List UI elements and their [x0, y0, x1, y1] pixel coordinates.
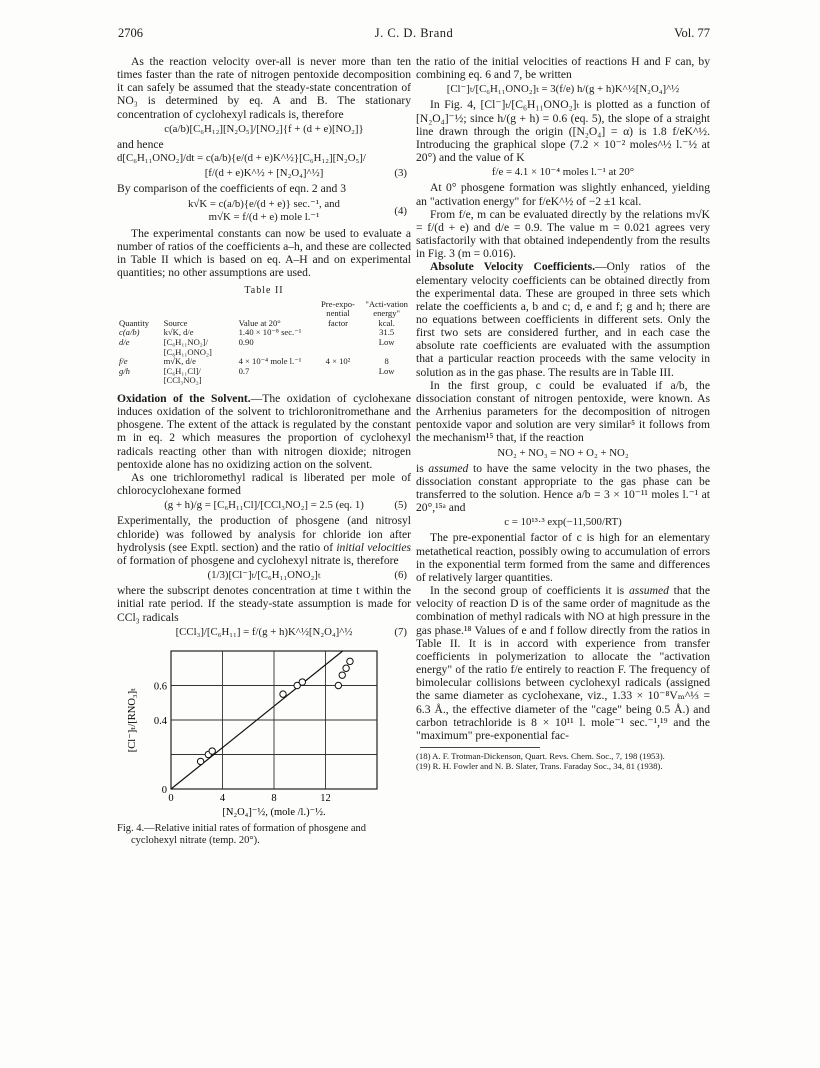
equation-number: (4): [394, 204, 407, 217]
table-cell: g/h: [119, 365, 130, 376]
data-point: [339, 672, 345, 678]
data-point: [343, 665, 349, 671]
data-point: [280, 691, 286, 697]
paragraph: [416, 462, 710, 515]
paragraph-text: that the velocity of reaction D is of the same order of magnitude as the combination of methyl radicals with NO at high pressure in the gas phase.¹⁸ Values of e and f follow directly from the ratios in Table II. It is in accord with experience from transfer coefficients in polymerization to allocate the "activation energy" of the ratio f/e entirely to reaction F. The frequency of bimolecular collisions between cyclohexyl radicals (assigned the same diameter as cyclohexane, viz., 1.33 × 10⁻⁸Vₘ^⅓ = 6.3 Å., the effective diameter of the "cage" being 0.5 Å.) and carbon tetrachloride is 8 × 10¹¹ l. mole⁻¹ sec.⁻¹,¹⁹ and the "maximum" pre-exponential fac-: [416, 584, 710, 742]
italic-text: assumed: [428, 461, 469, 475]
x-tick-label: 12: [320, 792, 331, 804]
paragraph: where the subscript denotes concentration at time t within the initial rate period. If the steady-state assumption is made for CCl₃ radicals: [117, 584, 411, 624]
equation: NO₂ + NO₃ = NO + O₂ + NO₂: [497, 446, 629, 459]
table-header: Source: [163, 317, 188, 328]
equation-text: [f/(d + e)K^½ + [N₂O₄]^½]: [204, 167, 324, 180]
paragraph-text: Experimentally, the production of phosgene (and nitrosyl chloride) was followed by analysis for chloride ion after hydrolysis (see Exptl. section) and the ratio of: [117, 514, 411, 554]
figure-4-chart: [117, 643, 411, 821]
equation: [Cl⁻]ₜ/[C₆H₁₁ONO₂]ₜ = 3(f/e) h/(g + h)K^½[N₂O₄]^½: [446, 83, 680, 96]
paragraph: As the reaction velocity over-all is never more than ten times faster than the rate of nitrogen pentoxide decomposition it can safely be assumed that the steady-state concentration of NO₃ is determined by eq. A and B. The stationary concentration of cyclohexyl radicals is, therefore: [117, 55, 411, 121]
table-cell: d/e: [119, 337, 130, 348]
table-cell: Low: [378, 337, 395, 348]
table-row: [117, 328, 411, 338]
volume-label: Vol. 77: [674, 26, 710, 40]
table-cell: 8: [384, 356, 389, 367]
italic-text: assumed: [628, 584, 669, 598]
paragraph: In Fig. 4, [Cl⁻]ₜ/[C₆H₁₁ONO₂]ₜ is plotted as a function of [N₂O₄]⁻½; since h/(g + h) = 0.6 (eq. 5), the slope of a straight line drawn through the origin ([N₂O₄] = α) is 1.8 f/eK^½. Introducing the graphical slope (7.2 × 10⁻² moles^½ l.⁻½ at 20°) and the value of K: [416, 98, 710, 165]
paragraph: [416, 260, 710, 378]
table-cell: 0.90: [238, 337, 254, 348]
x-tick-label: 4: [219, 792, 226, 804]
y-tick-label: 0.6: [153, 681, 167, 693]
equation: [117, 569, 411, 582]
paragraph-text: In the second group of coefficients it is: [430, 584, 629, 598]
footnote: (19) R. H. Fowler and N. B. Slater, Trans. Faraday Soc., 34, 81 (1938).: [416, 761, 663, 772]
table-cell: 31.5: [379, 327, 395, 338]
paragraph: [117, 514, 411, 567]
table-row: [117, 367, 411, 386]
paragraph: At 0° phosgene formation was slightly enhanced, yielding an "activation energy" for f/eK^½ of −2 ±1 kcal.: [416, 181, 710, 208]
running-header: [118, 26, 710, 42]
equation: [117, 499, 411, 512]
equation-number: (6): [394, 569, 407, 582]
equation-group: [117, 198, 411, 224]
y-tick-label: 0: [161, 784, 167, 796]
equation-number: (5): [394, 499, 407, 512]
footnote: (18) A. F. Trotman-Dickenson, Quart. Revs. Chem. Soc., 7, 198 (1953).: [416, 750, 665, 761]
table-title: Table II: [244, 284, 284, 296]
figure-4: [117, 643, 411, 821]
table-row: [117, 338, 411, 357]
equation: [117, 626, 411, 639]
paragraph: [117, 392, 411, 471]
paragraph-text: to have the same velocity in the two phases, the dissociation constant appropriate to the gas phase can be transferred to the solution. Hence a/b = 3 × 10⁻¹¹ moles l.⁻¹ at 20°,¹⁵ᵃ and: [416, 461, 710, 515]
x-tick-label: 0: [168, 792, 174, 804]
left-column: [117, 55, 411, 847]
table-header: Pre-expo-nential factor: [321, 298, 355, 328]
y-tick-label: 0.4: [153, 715, 167, 727]
equation: c(a/b)[C₆H₁₂][N₂O₅]/[NO₂]{f + (d + e)[NO₂]}: [164, 122, 364, 135]
table-cell: f/e: [119, 356, 128, 367]
equation-text: (1/3)[Cl⁻]ₜ/[C₆H₁₁ONO₂]ₜ: [207, 569, 321, 582]
table-cell: [314, 338, 363, 357]
italic-text: initial velocities: [336, 540, 412, 554]
table-cell: [C₆H₁₁Cl]/ [CCl₃NO₂]: [163, 365, 202, 386]
equation-text: [CCl₃]/[C₆H₁₁] = f/(g + h)K^½[N₂O₄]^½: [175, 625, 353, 638]
page-number: 2706: [118, 26, 143, 40]
data-point: [197, 758, 203, 764]
equation-text: k√K = c(a/b){e/(d + e)} sec.⁻¹, and: [188, 197, 340, 210]
equation: d[C₆H₁₁ONO₂]/dt = c(a/b){e/(d + e)K^½}[C₆H₁₂][N₂O₅]/: [117, 152, 366, 165]
paragraph: From f/e, m can be evaluated directly by the relations m√K = f/(d + e) and d/e = 0.9. The value m = 0.021 agrees very satisfactorily with that obtained independently from the results in Fig. 3 (m = 0.016).: [416, 207, 710, 261]
paragraph: By comparison of the coefficients of eqn. 2 and 3: [117, 182, 347, 196]
paragraph-text: —The oxidation of cyclohexane induces oxidation of the solvent to trichloronitromethane and phosgene. The extent of the attack is regulated by the constant m in eq. 2 which measures the proportion of cyclohexyl radicals reacting other than with nitrogen dioxide; nitrogen pentoxide alone has no oxidizing action on the solvent.: [117, 392, 412, 471]
running-author: J. C. D. Brand: [374, 26, 454, 40]
table-header: Quantity: [119, 317, 150, 328]
footnote-rule: [420, 747, 540, 748]
data-point: [209, 748, 215, 754]
section-heading: Absolute Velocity Coefficients.: [430, 260, 595, 274]
y-axis-label: [Cl⁻]ₜ/[RNO₃]ₜ: [127, 687, 138, 753]
table-row: [117, 357, 411, 367]
paragraph-text: of formation of phosgene and cyclohexyl nitrate is, therefore: [117, 553, 399, 567]
paragraph: the ratio of the initial velocities of reactions H and F can, by combining eq. 6 and 7, be written: [416, 55, 710, 82]
equation-text: m√K = f/(d + e) mole l.⁻¹: [208, 210, 320, 223]
table-cell: [C₆H₁₁NO₂]/ [C₆H₁₁ONO₂]: [163, 337, 212, 357]
table-cell: [314, 367, 363, 386]
equation: c = 10¹³·³ exp(−11,500/RT): [504, 516, 622, 529]
equation-number: (3): [394, 167, 407, 180]
table-cell: [314, 328, 363, 338]
paragraph: The experimental constants can now be used to evaluate a number of ratios of the coefficients a–h, and these are collected in Table II which is based on eq. A–H and on experimental quantities; no other assumptions are used.: [117, 226, 411, 280]
paragraph: As one trichloromethyl radical is liberated per mole of chlorocyclohexane formed: [117, 470, 411, 498]
table-cell: Low: [378, 365, 395, 376]
data-point: [335, 682, 341, 688]
table-cell: k√K, d/e: [163, 327, 194, 338]
paragraph-text: is: [416, 461, 429, 475]
table-header: "Acti-vation energy" kcal.: [365, 298, 408, 328]
paragraph: and hence: [117, 137, 164, 151]
equation-text: (g + h)/g = [C₆H₁₁Cl]/[CCl₃NO₂] = 2.5 (eq. 1): [164, 499, 364, 512]
table-cell: m√K, d/e: [163, 356, 196, 367]
section-heading: Oxidation of the Solvent.: [117, 392, 251, 405]
table-cell: 4 × 10²: [325, 356, 351, 367]
table-cell: 1.40 × 10⁻⁸ sec.⁻¹: [238, 327, 302, 338]
data-point: [347, 658, 353, 664]
table-ii: [117, 300, 411, 386]
paragraph: In the first group, c could be evaluated if a/b, the dissociation constant of nitrogen pentoxide, were known. As the Arrhenius parameters for the decomposition of nitrogen pentoxide vapor and solution are very similar⁵ it follows from the mechanism¹⁵ that, if the reaction: [416, 378, 710, 445]
x-tick-label: 8: [271, 792, 277, 804]
table-cell: 4 × 10⁻⁴ mole l.⁻¹: [238, 356, 302, 367]
right-column: [416, 55, 710, 772]
paragraph: The pre-exponential factor of c is high for an elementary metathetical reaction, possibly owing to accumulation of errors in the exponential term formed from the same and differences of relatively larger quantities.: [416, 531, 710, 584]
data-point: [299, 679, 305, 685]
table-header: Value at 20°: [238, 317, 281, 328]
equation-number: (7): [394, 625, 407, 638]
paragraph-text: —Only ratios of the elementary velocity coefficients can be obtained directly from the experimental data. These are grouped in three sets which relate the coefficients a, b and c; d, e and f; g and h; there are no equations between coefficients in different sets. Only the first two sets are considered further, and in each case the absolute rate coefficients are evaluated with the assumption that a particular reaction proceeds with the same velocity in solution as in the gas phase. The results are in Table III.: [416, 260, 710, 379]
table-cell: 0.7: [238, 365, 250, 376]
table-cell: c(a/b): [119, 327, 140, 338]
equation: f/e = 4.1 × 10⁻⁴ moles l.⁻¹ at 20°: [491, 166, 635, 179]
figure-caption: Fig. 4.—Relative initial rates of formation of phosgene and cyclohexyl nitrate (temp. 20°).: [117, 822, 367, 846]
x-axis-label: [N₂O₄]⁻½, (mole /l.)⁻½.: [222, 806, 326, 818]
paragraph: [416, 584, 710, 742]
equation: [117, 167, 411, 180]
